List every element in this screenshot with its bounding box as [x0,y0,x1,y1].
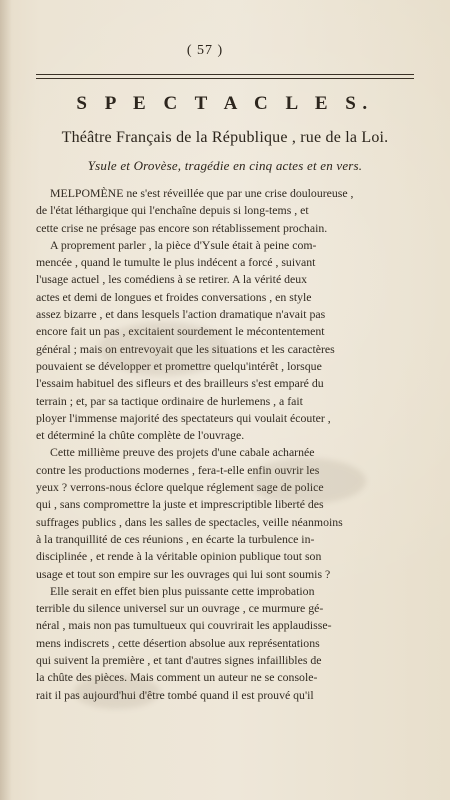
section-heading: S P E C T A C L E S. [76,93,374,114]
body-line: qui , sans compromettre la juste et imprescriptible liberté des [36,497,324,512]
body-line: et déterminé la chûte complète de l'ouvrage. [36,428,245,443]
body-line: mencée , quand le tumulte le plus indécent a forcé , suivant [36,255,316,270]
body-line: de l'état léthargique qui l'enchaîne depuis si long-tems , et [36,203,309,218]
body-line: terrible du silence universel sur un ouvrage , ce murmure gé- [36,601,324,616]
page-number: ( 57 ) [186,43,224,58]
body-line: cette crise ne présage pas encore son rétablissement prochain. [36,220,328,235]
body-line: mens indiscrets , cette désertion absolue aux représentations [36,635,320,650]
body-line: l'usage actuel , les comédiens à se retirer. A la vérité deux [36,272,308,287]
body-line: disciplinée , et rende à la véritable opinion publique tout son [36,549,322,564]
body-line: terrain ; et, par sa tactique ordinaire de hurlemens , a fait [36,393,303,408]
body-line: MELPOMÈNE ne s'est réveillée que par une crise douloureuse , [50,186,354,200]
body-line: général ; mais on entrevoyait que les situations et les caractères [36,341,335,356]
body-line: néral , mais non pas tumultueux qui couvrirait les applaudisse- [36,618,332,633]
body-line: qui suivent la première , et tant d'autres signes infaillibles de [36,653,322,668]
body-line: la chûte des pièces. Mais comment un auteur ne se console- [36,670,318,685]
theatre-heading: Théâtre Français de la République , rue de la Loi. [61,129,389,146]
body-line: à la tranquillité de ces réunions , en écarte la turbulence in- [36,531,315,546]
top-rule [36,74,414,75]
body-line: encore fait un pas , excitaient sourdement le mécontentement [36,324,325,339]
body-line: A proprement parler , la pièce d'Ysule était à peine com- [50,237,317,252]
top-rule-thin [36,78,414,79]
body-line: ployer l'immense majorité des spectateurs qui voulait écouter , [36,410,331,425]
body-line: actes et demi de longues et froides conversations , en style [36,289,312,304]
article-body [36,185,414,704]
body-line: contre les productions modernes , fera-t-elle enfin ouvrir les [36,462,320,477]
page-fold-shadow [0,0,12,800]
body-line: Cette millième preuve des projets d'une cabale acharnée [50,445,315,460]
body-line: usage et tout son empire sur les ouvrages qui lui sont soumis ? [36,566,331,581]
body-line: Elle serait en effet bien plus puissante cette improbation [50,583,315,598]
body-line: l'essaim habituel des sifleurs et des brailleurs s'est emparé du [36,376,324,391]
body-line: assez bizarre , et dans lesquels l'action dramatique n'avait pas [36,307,326,322]
body-line: pouvaient se développer et promettre quelqu'intérêt , lorsque [36,358,322,373]
play-title: Ysule et Orovèse, tragédie en cinq actes et en vers. [87,158,363,173]
body-line: yeux ? verrons-nous éclore quelque réglement sage de police [36,480,324,495]
body-line: suffrages publics , dans les salles de spectacles, veille néanmoins [36,514,343,529]
body-line: rait il pas aujourd'hui d'être tombé quand il est prouvé qu'il [36,687,314,702]
